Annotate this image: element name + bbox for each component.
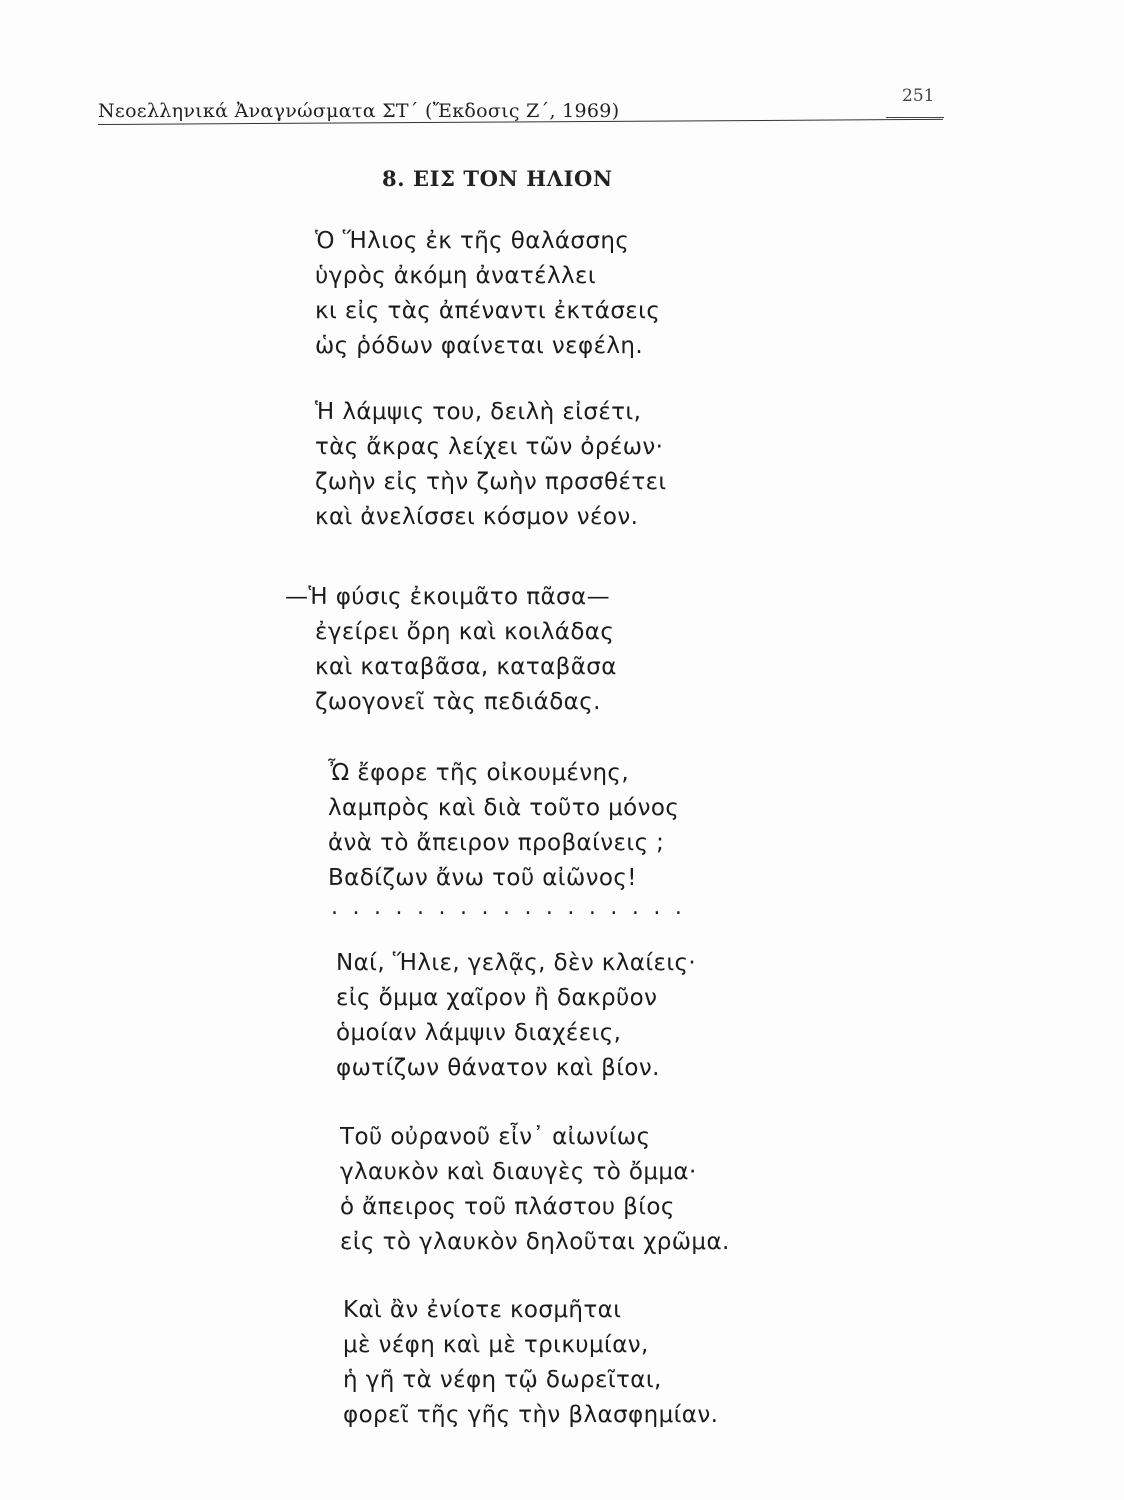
poem-line: ἐγείρει ὄρη καὶ κοιλάδας: [315, 619, 615, 645]
poem-line: ἀνὰ τὸ ἄπειρον προβαίνεις ;: [328, 830, 665, 856]
poem-line: ὑγρὸς ἀκόμη ἀνατέλλει: [315, 263, 596, 289]
poem-line: —Ἡ φύσις ἐκοιμᾶτο πᾶσα—: [285, 584, 610, 610]
poem-line: ὁμοίαν λάμψιν διαχέεις,: [336, 1020, 622, 1046]
poem-line: Ναί, Ἥλιε, γελᾷς, δὲν κλαίεις·: [336, 950, 697, 976]
poem-line: εἰς τὸ γλαυκὸν δηλοῦται χρῶμα.: [340, 1229, 730, 1255]
page-number-rule: [886, 117, 944, 118]
poem-title: 8. ΕΙΣ ΤΟΝ ΗΛΙΟΝ: [382, 166, 613, 191]
poem-line: Τοῦ οὐρανοῦ εἶν᾽ αἰωνίως: [340, 1124, 651, 1150]
stanza-1: [315, 224, 660, 364]
poem-line: ἡ γῆ τὰ νέφη τῷ δωρεῖται,: [343, 1367, 662, 1393]
poem-line: Ὦ ἔφορε τῆς οἰκουμένης,: [328, 760, 630, 786]
poem-line: φωτίζων θάνατον καὶ βίον.: [336, 1055, 660, 1081]
poem-line: ὁ ἄπειρος τοῦ πλάστου βίος: [340, 1194, 675, 1220]
poem-line: καὶ καταβᾶσα, καταβᾶσα: [315, 654, 617, 680]
poem-line: καὶ ἀνελίσσει κόσμον νέον.: [315, 504, 639, 530]
poem-line: Ὁ Ἥλιος ἐκ τῆς θαλάσσης: [315, 228, 630, 254]
stanza-4: [328, 756, 679, 896]
poem-line: φορεῖ τῆς γῆς τὴν βλασφημίαν.: [343, 1402, 719, 1428]
stanza-2: [315, 395, 667, 535]
poem-line: Βαδίζων ἄνω τοῦ αἰῶνος!: [328, 865, 637, 891]
poem-line: εἰς ὄμμα χαῖρον ἢ δακρῦον: [336, 985, 658, 1011]
poem-line: Καὶ ἂν ἐνίοτε κοσμῆται: [343, 1297, 622, 1323]
ellipsis-line: .................: [331, 895, 697, 920]
poem-line: τὰς ἄκρας λείχει τῶν ὀρέων·: [315, 434, 664, 460]
poem-line: ζωογονεῖ τὰς πεδιάδας.: [315, 689, 601, 715]
running-head: Νεοελληνικά Ἀναγνώσματα ΣΤ΄ (Ἔκδοσις Ζ΄, 1969): [98, 100, 620, 122]
poem-line: ζωὴν εἰς τὴν ζωὴν πρσσθέτει: [315, 469, 667, 495]
stanza-3: [285, 580, 617, 720]
poem-line: γλαυκὸν καὶ διαυγὲς τὸ ὄμμα·: [340, 1159, 697, 1185]
poem-line: Ἡ λάμψις του, δειλὴ εἰσέτι,: [315, 399, 642, 425]
stanza-7: [343, 1293, 718, 1433]
stanza-5: [336, 946, 696, 1086]
poem-line: λαμπρὸς καὶ διὰ τοῦτο μόνος: [328, 795, 680, 821]
poem-line: μὲ νέφη καὶ μὲ τρικυμίαν,: [343, 1332, 649, 1358]
page-number: 251: [902, 86, 935, 106]
poem-line: ὡς ῥόδων φαίνεται νεφέλη.: [315, 333, 644, 359]
stanza-6: [340, 1120, 730, 1260]
poem-line: κι εἰς τὰς ἀπέναντι ἐκτάσεις: [315, 298, 661, 324]
